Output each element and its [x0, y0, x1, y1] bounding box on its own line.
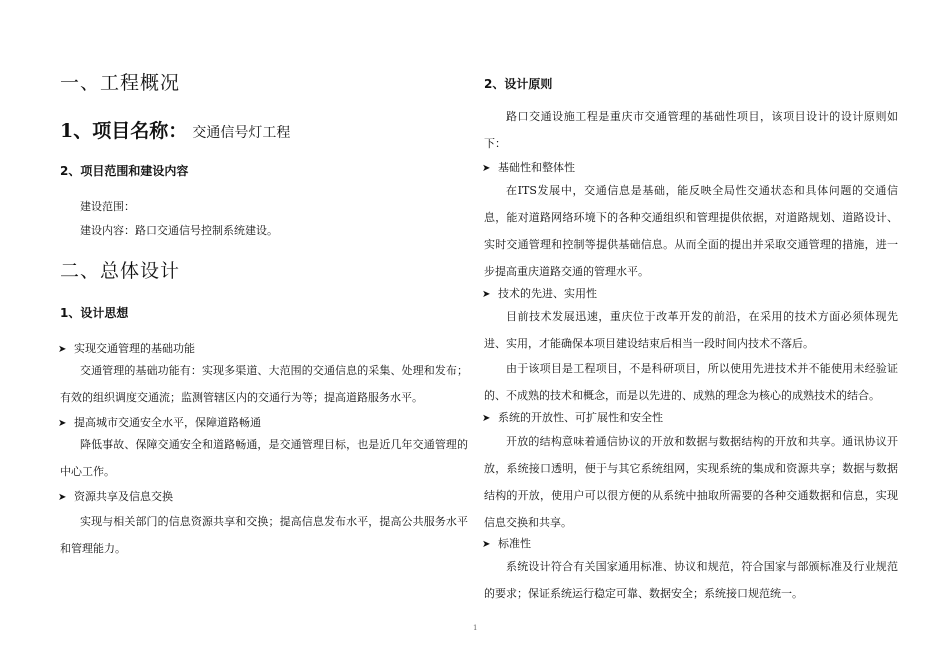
paragraph: 目前技术发展迅速，重庆位于改革开发的前沿，在采用的技术方面必须体现先进、实用，才能确保本项目建设结束后相当一段时间内技术不落后。	[484, 310, 898, 350]
page-number: 1	[473, 624, 478, 632]
paragraph: 系统设计符合有关国家通用标准、协议和规范，符合国家与部颁标准及行业规范的要求；保证系统运行稳定可靠、数据安全；系统接口规范统一。	[484, 560, 898, 600]
project-name	[60, 116, 290, 143]
arrow-bullet-icon: ➤	[482, 539, 491, 550]
list-item	[58, 340, 195, 356]
heading-overview: 一、工程概况	[60, 72, 181, 94]
list-item	[482, 409, 663, 425]
arrow-bullet-icon: ➤	[482, 163, 491, 174]
heading-principle: 2、设计原则	[484, 77, 553, 91]
bullet-text: 实现交通管理的基础功能	[74, 342, 195, 355]
arrow-bullet-icon: ➤	[58, 418, 67, 429]
bullet-text: 基础性和整体性	[498, 161, 575, 174]
paragraph: 路口交通设施工程是重庆市交通管理的基础性项目，该项目设计的设计原则如下：	[484, 110, 898, 150]
paragraph: 交通管理的基础功能有：实现多渠道、大范围的交通信息的采集、处理和发布；有效的组织调度交通流；监测管辖区内的交通行为等；提高道路服务水平。	[60, 364, 468, 404]
bullet-text: 资源共享及信息交换	[74, 490, 173, 503]
arrow-bullet-icon: ➤	[482, 413, 491, 424]
paragraph: 实现与相关部门的信息资源共享和交换；提高信息发布水平，提高公共服务水平和管理能力。	[60, 515, 468, 555]
list-item	[58, 414, 261, 430]
heading-scope: 2、项目范围和建设内容	[60, 164, 189, 178]
heading-design: 二、总体设计	[60, 260, 181, 282]
arrow-bullet-icon: ➤	[58, 492, 67, 503]
paragraph: 在ITS发展中，交通信息是基础，能反映全局性交通状态和具体问题的交通信息，能对道路网络环境下的各种交通组织和管理提供依据，对道路规划、道路设计、实时交通管理和控制等提供基础信息。从而全面的提出并采取交通管理的措施，进一步提高重庆道路交通的管理水平。	[484, 184, 898, 278]
paragraph: 降低事故、保障交通安全和道路畅通，是交通管理目标，也是近几年交通管理的中心工作。	[60, 438, 468, 478]
bullet-text: 技术的先进、实用性	[498, 287, 597, 300]
paragraph: 由于该项目是工程项目，不是科研项目，所以使用先进技术并不能使用未经验证的、不成熟的技术和概念，而是以先进的、成熟的理念为核心的成熟技术的结合。	[484, 362, 898, 402]
bullet-text: 标准性	[498, 537, 531, 550]
list-item	[58, 488, 173, 504]
project-name-label: 1、项目名称：	[60, 120, 188, 142]
heading-thought: 1、设计思想	[60, 306, 129, 320]
project-name-value: 交通信号灯工程	[192, 125, 291, 141]
paragraph: 开放的结构意味着通信协议的开放和数据与数据结构的开放和共享。通讯协议开放，系统接口透明，便于与其它系统组网，实现系统的集成和资源共享；数据与数据结构的开放，使用户可以很方便的从系统中抽取所需要的各种交通数据和信息，实现信息交换和共享。	[484, 435, 898, 529]
scope-text: 建设范围：	[80, 200, 135, 213]
arrow-bullet-icon: ➤	[482, 289, 491, 300]
bullet-text: 提高城市交通安全水平，保障道路畅通	[74, 416, 261, 429]
list-item	[482, 159, 575, 175]
content-text: 建设内容：路口交通信号控制系统建设。	[80, 224, 278, 237]
list-item	[482, 285, 597, 301]
arrow-bullet-icon: ➤	[58, 344, 67, 355]
bullet-text: 系统的开放性、可扩展性和安全性	[498, 411, 663, 424]
list-item	[482, 535, 531, 551]
